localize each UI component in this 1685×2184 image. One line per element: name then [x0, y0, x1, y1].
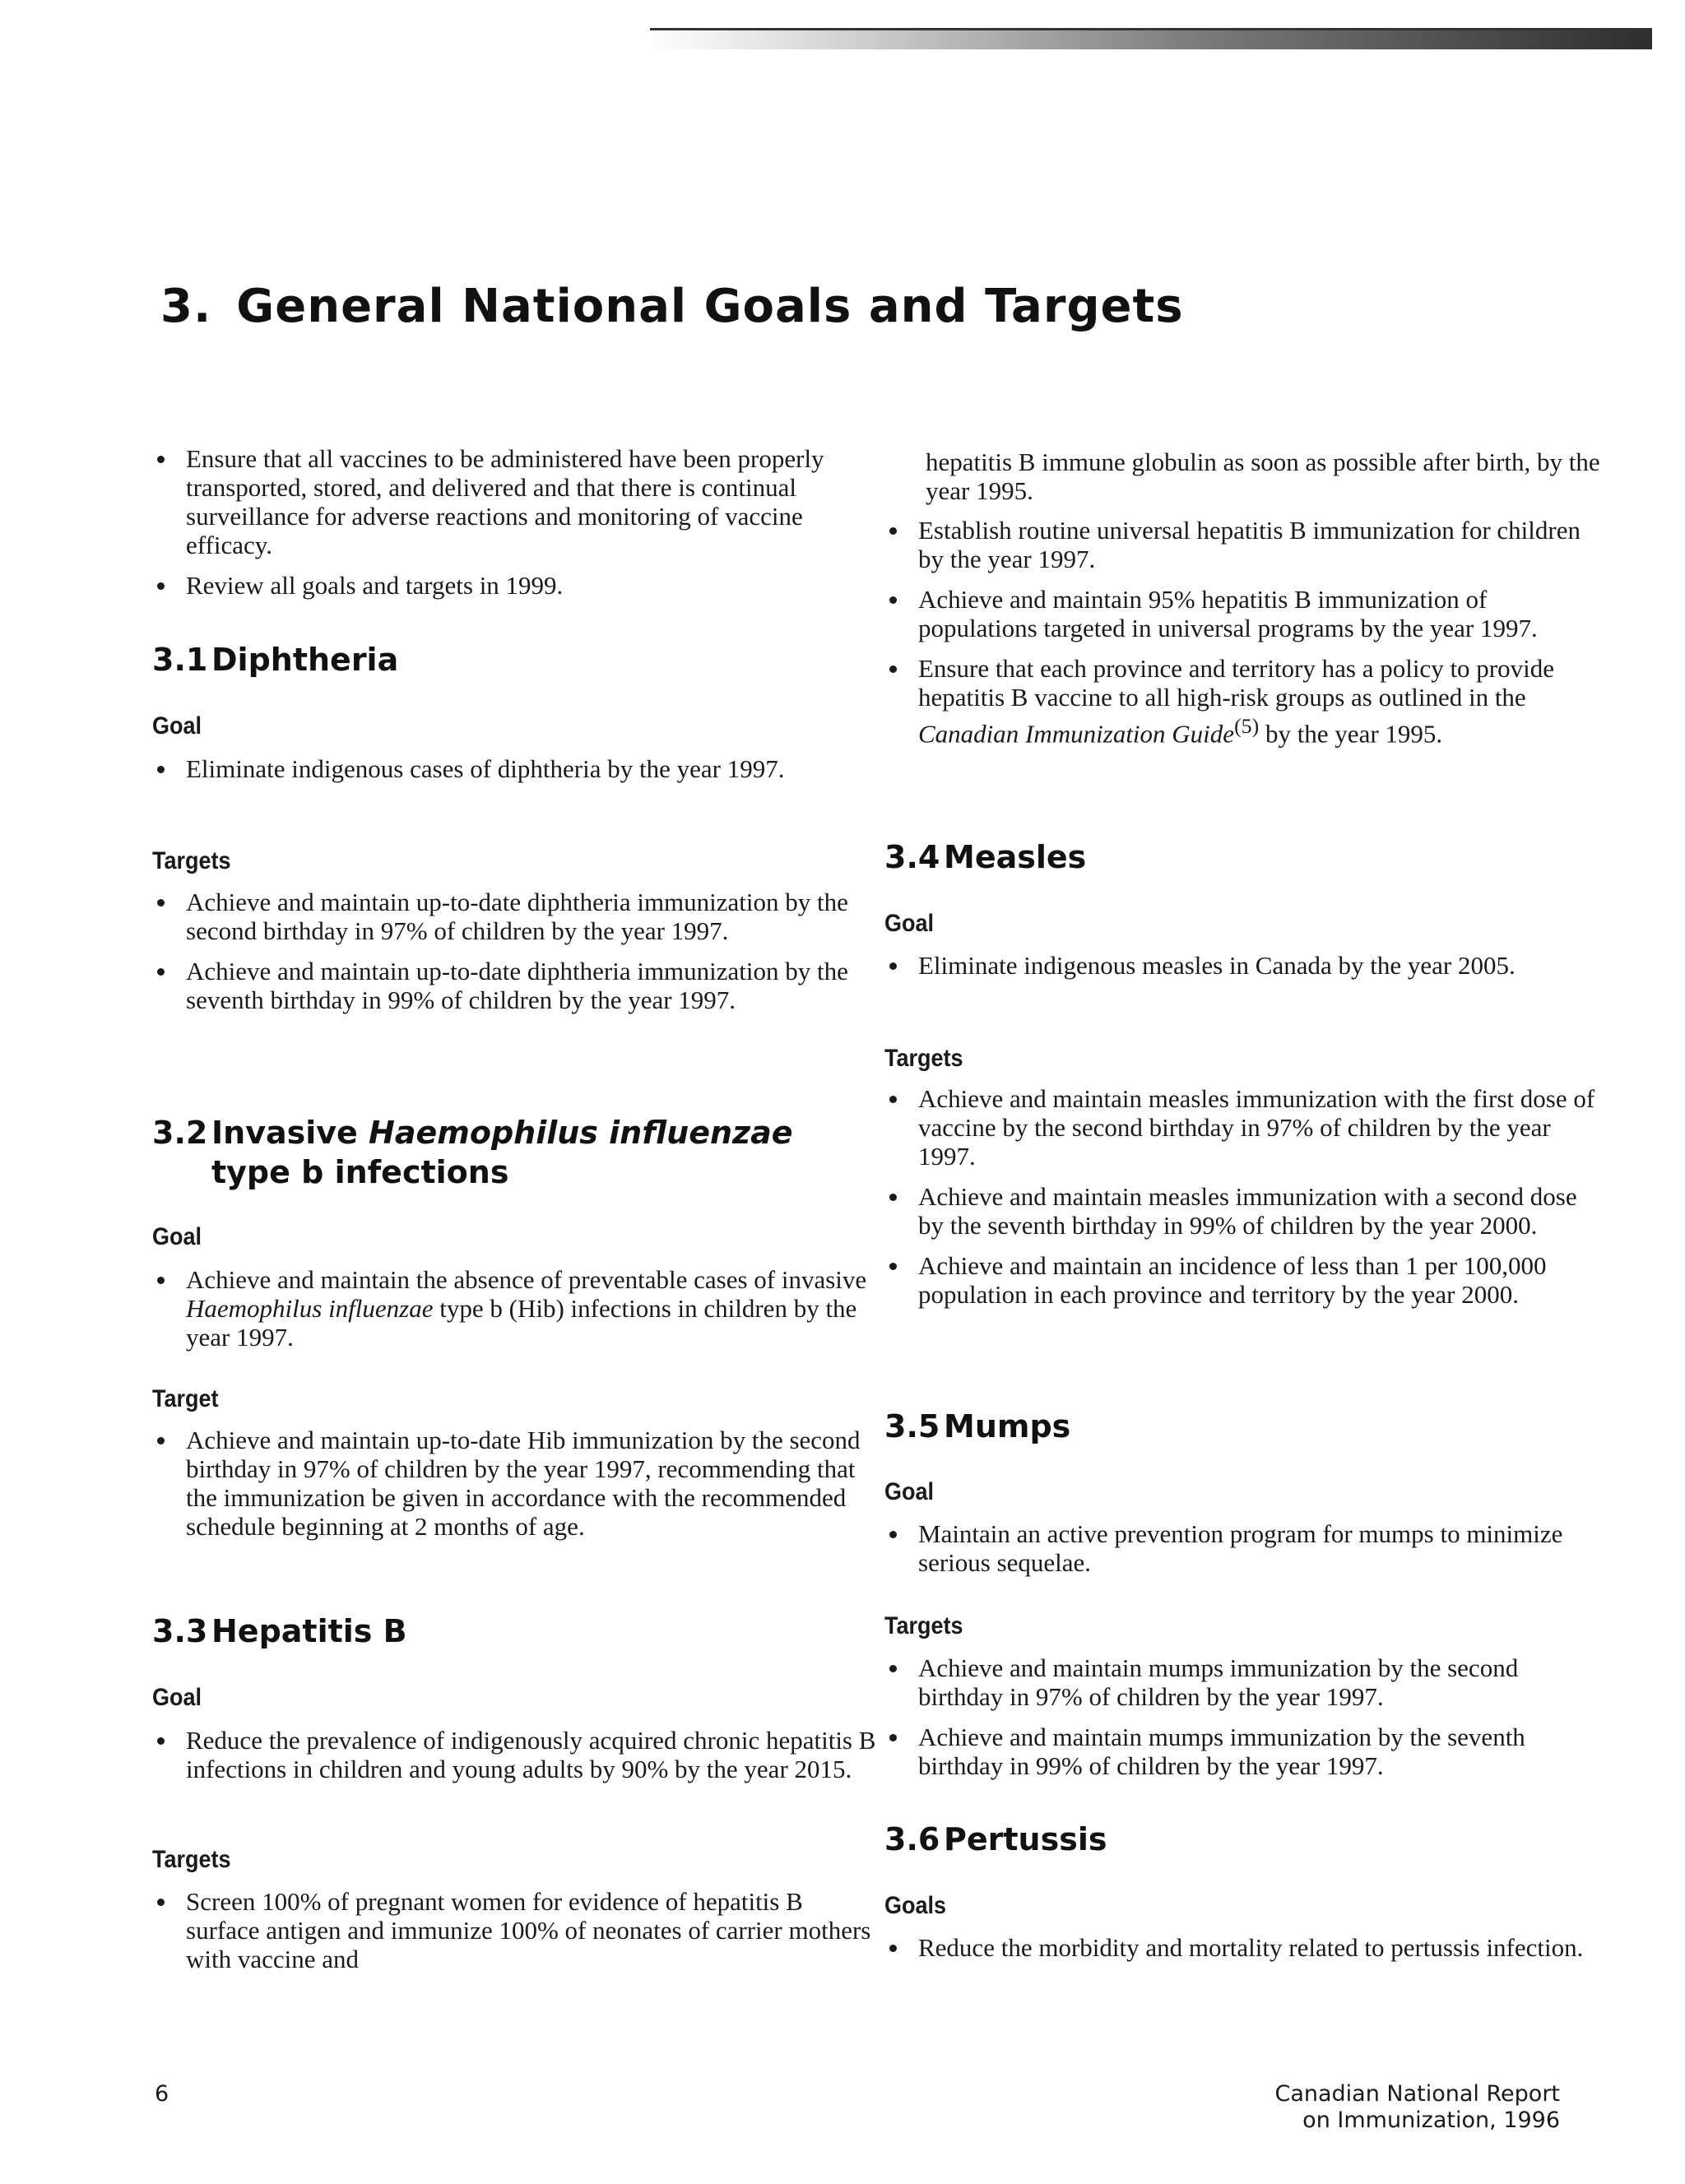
- list-item: Eliminate indigenous cases of diphtheria by the year 1997.: [152, 754, 876, 783]
- targets-heading: Targets: [152, 847, 231, 874]
- page-number: 6: [155, 2081, 169, 2107]
- goals-heading: Goals: [884, 1892, 947, 1919]
- section-title: Measles: [944, 839, 1087, 875]
- section-title: Invasive Haemophilus influenzae type b infections: [211, 1115, 793, 1190]
- list-item: Reduce the morbidity and mortality related to pertussis infection.: [884, 1933, 1608, 1962]
- target-heading: Target: [152, 1385, 219, 1412]
- list-item: Ensure that all vaccines to be administered have been properly transported, stored, and delivered and that there is continual surveillance for adverse reactions and monitoring of vaccine efficacy.: [152, 444, 876, 559]
- targets-heading: Targets: [152, 1846, 231, 1873]
- top-rule-line: [650, 28, 1652, 30]
- section-3-4-targets: [884, 1084, 1608, 1320]
- section-3-5-targets: [884, 1653, 1608, 1792]
- list-item: Establish routine universal hepatitis B immunization for children by the year 1997.: [884, 516, 1608, 573]
- section-3-1-goal-heading: [152, 712, 876, 740]
- section-title: Hepatitis B: [211, 1613, 407, 1649]
- list-item: Achieve and maintain measles immunization with the first dose of vaccine by the second birthday in 97% of children by the year 1997.: [884, 1084, 1608, 1171]
- list-item: Review all goals and targets in 1999.: [152, 571, 876, 600]
- list-item: Eliminate indigenous measles in Canada by the year 2005.: [884, 951, 1608, 980]
- list-item: Achieve and maintain mumps immunization by the seventh birthday in 99% of children by the year 1997.: [884, 1723, 1608, 1780]
- section-3-5-goal-heading: [884, 1478, 1608, 1506]
- list-item: Achieve and maintain up-to-date diphtheria immunization by the seventh birthday in 99% of children by the year 1997.: [152, 957, 876, 1014]
- section-3-3-goal: [152, 1726, 876, 1795]
- section-3-2-goal: [152, 1265, 876, 1363]
- section-3-4-goal-heading: [884, 910, 1608, 938]
- list-item: Achieve and maintain mumps immunization by the second birthday in 97% of children by the year 1997.: [884, 1653, 1608, 1711]
- goal-heading: Goal: [884, 1478, 935, 1505]
- section-3-6-goals: [884, 1933, 1608, 1973]
- list-item: Reduce the prevalence of indigenously acquired chronic hepatitis B infections in children and young adults by 90% by the year 2015.: [152, 1726, 876, 1783]
- section-number: 3.4: [884, 839, 940, 875]
- list-item: Achieve and maintain 95% hepatitis B immunization of populations targeted in universal programs by the year 1997.: [884, 585, 1608, 642]
- section-3-1-heading: [152, 640, 876, 679]
- section-title: Diphtheria: [211, 642, 399, 678]
- section-3-1-targets: [152, 888, 876, 1026]
- goal-heading: Goal: [884, 910, 935, 937]
- footer-line-2: on Immunization, 1996: [1302, 2107, 1560, 2133]
- section-3-3-heading: [152, 1611, 876, 1651]
- intro-bullet-list: [152, 444, 876, 600]
- chapter-title: [160, 280, 1184, 333]
- running-footer: [1274, 2081, 1560, 2134]
- goal-heading: Goal: [152, 1684, 202, 1711]
- section-3-3-targets: [152, 1887, 876, 1985]
- section-3-5-targets-heading: [884, 1612, 1608, 1640]
- section-3-2-target-heading: [152, 1385, 876, 1413]
- section-number: 3.3: [152, 1613, 208, 1649]
- section-number: 3.2: [152, 1115, 208, 1151]
- section-3-3-goal-heading: [152, 1684, 876, 1712]
- top-decorative-rule: [650, 28, 1652, 49]
- goal-heading: Goal: [152, 712, 202, 740]
- section-3-5-heading: [884, 1407, 1608, 1446]
- list-item: Screen 100% of pregnant women for evidence of hepatitis B surface antigen and immunize 100% of neonates of carrier mothers with vaccine and: [152, 1887, 876, 1973]
- targets-heading: Targets: [884, 1045, 963, 1072]
- section-3-3-targets-heading: [152, 1846, 876, 1874]
- goal-heading: Goal: [152, 1223, 202, 1250]
- section-3-3-targets-continued: [884, 447, 1608, 505]
- intro-goals: [152, 444, 876, 611]
- section-3-6-heading: [884, 1820, 1608, 1859]
- section-3-3-targets-more: [884, 516, 1608, 759]
- section-title: Mumps: [944, 1408, 1071, 1444]
- footer-line-1: Canadian National Report: [1274, 2081, 1560, 2107]
- section-title: Pertussis: [944, 1821, 1107, 1857]
- section-number: 3.5: [884, 1408, 940, 1444]
- section-3-6-goals-heading: [884, 1892, 1608, 1920]
- chapter-title-text: General National Goals and Targets: [236, 280, 1184, 333]
- list-item: Achieve and maintain measles immunization with a second dose by the seventh birthday in 99% of children by the year 2000.: [884, 1182, 1608, 1240]
- section-3-4-goal: [884, 951, 1608, 991]
- section-3-4-heading: [884, 837, 1608, 877]
- targets-heading: Targets: [884, 1612, 963, 1639]
- list-item: Achieve and maintain the absence of preventable cases of invasive Haemophilus influenzae type b (Hib) infections in children by the year 1997.: [152, 1265, 876, 1352]
- section-number: 3.6: [884, 1821, 940, 1857]
- list-item: Ensure that each province and territory has a policy to provide hepatitis B vaccine to all high-risk groups as outlined in the Canadian Immunization Guide$^{(5)}$ by the year 1995.: [884, 654, 1608, 748]
- list-item-continuation: hepatitis B immune globulin as soon as possible after birth, by the year 1995.: [926, 447, 1600, 505]
- section-3-4-targets-heading: [884, 1045, 1608, 1073]
- section-3-2-goal-heading: [152, 1223, 876, 1251]
- chapter-number: 3.: [160, 280, 212, 333]
- list-item: Maintain an active prevention program for mumps to minimize serious sequelae.: [884, 1519, 1608, 1577]
- list-item: Achieve and maintain up-to-date Hib immunization by the second birthday in 97% of children by the year 1997, recommending that the immunization be given in accordance with the recommended schedule beginning at 2 months of age.: [152, 1426, 876, 1541]
- section-3-5-goal: [884, 1519, 1608, 1588]
- list-item: Achieve and maintain up-to-date diphtheria immunization by the second birthday in 97% of children by the year 1997.: [152, 888, 876, 945]
- section-3-1-targets-heading: [152, 847, 876, 875]
- section-3-2-heading: [152, 1113, 876, 1192]
- section-number: 3.1: [152, 642, 208, 678]
- list-item: Achieve and maintain an incidence of less than 1 per 100,000 population in each province and territory by the year 2000.: [884, 1251, 1608, 1309]
- section-3-1-goal: [152, 754, 876, 795]
- section-3-2-target: [152, 1426, 876, 1552]
